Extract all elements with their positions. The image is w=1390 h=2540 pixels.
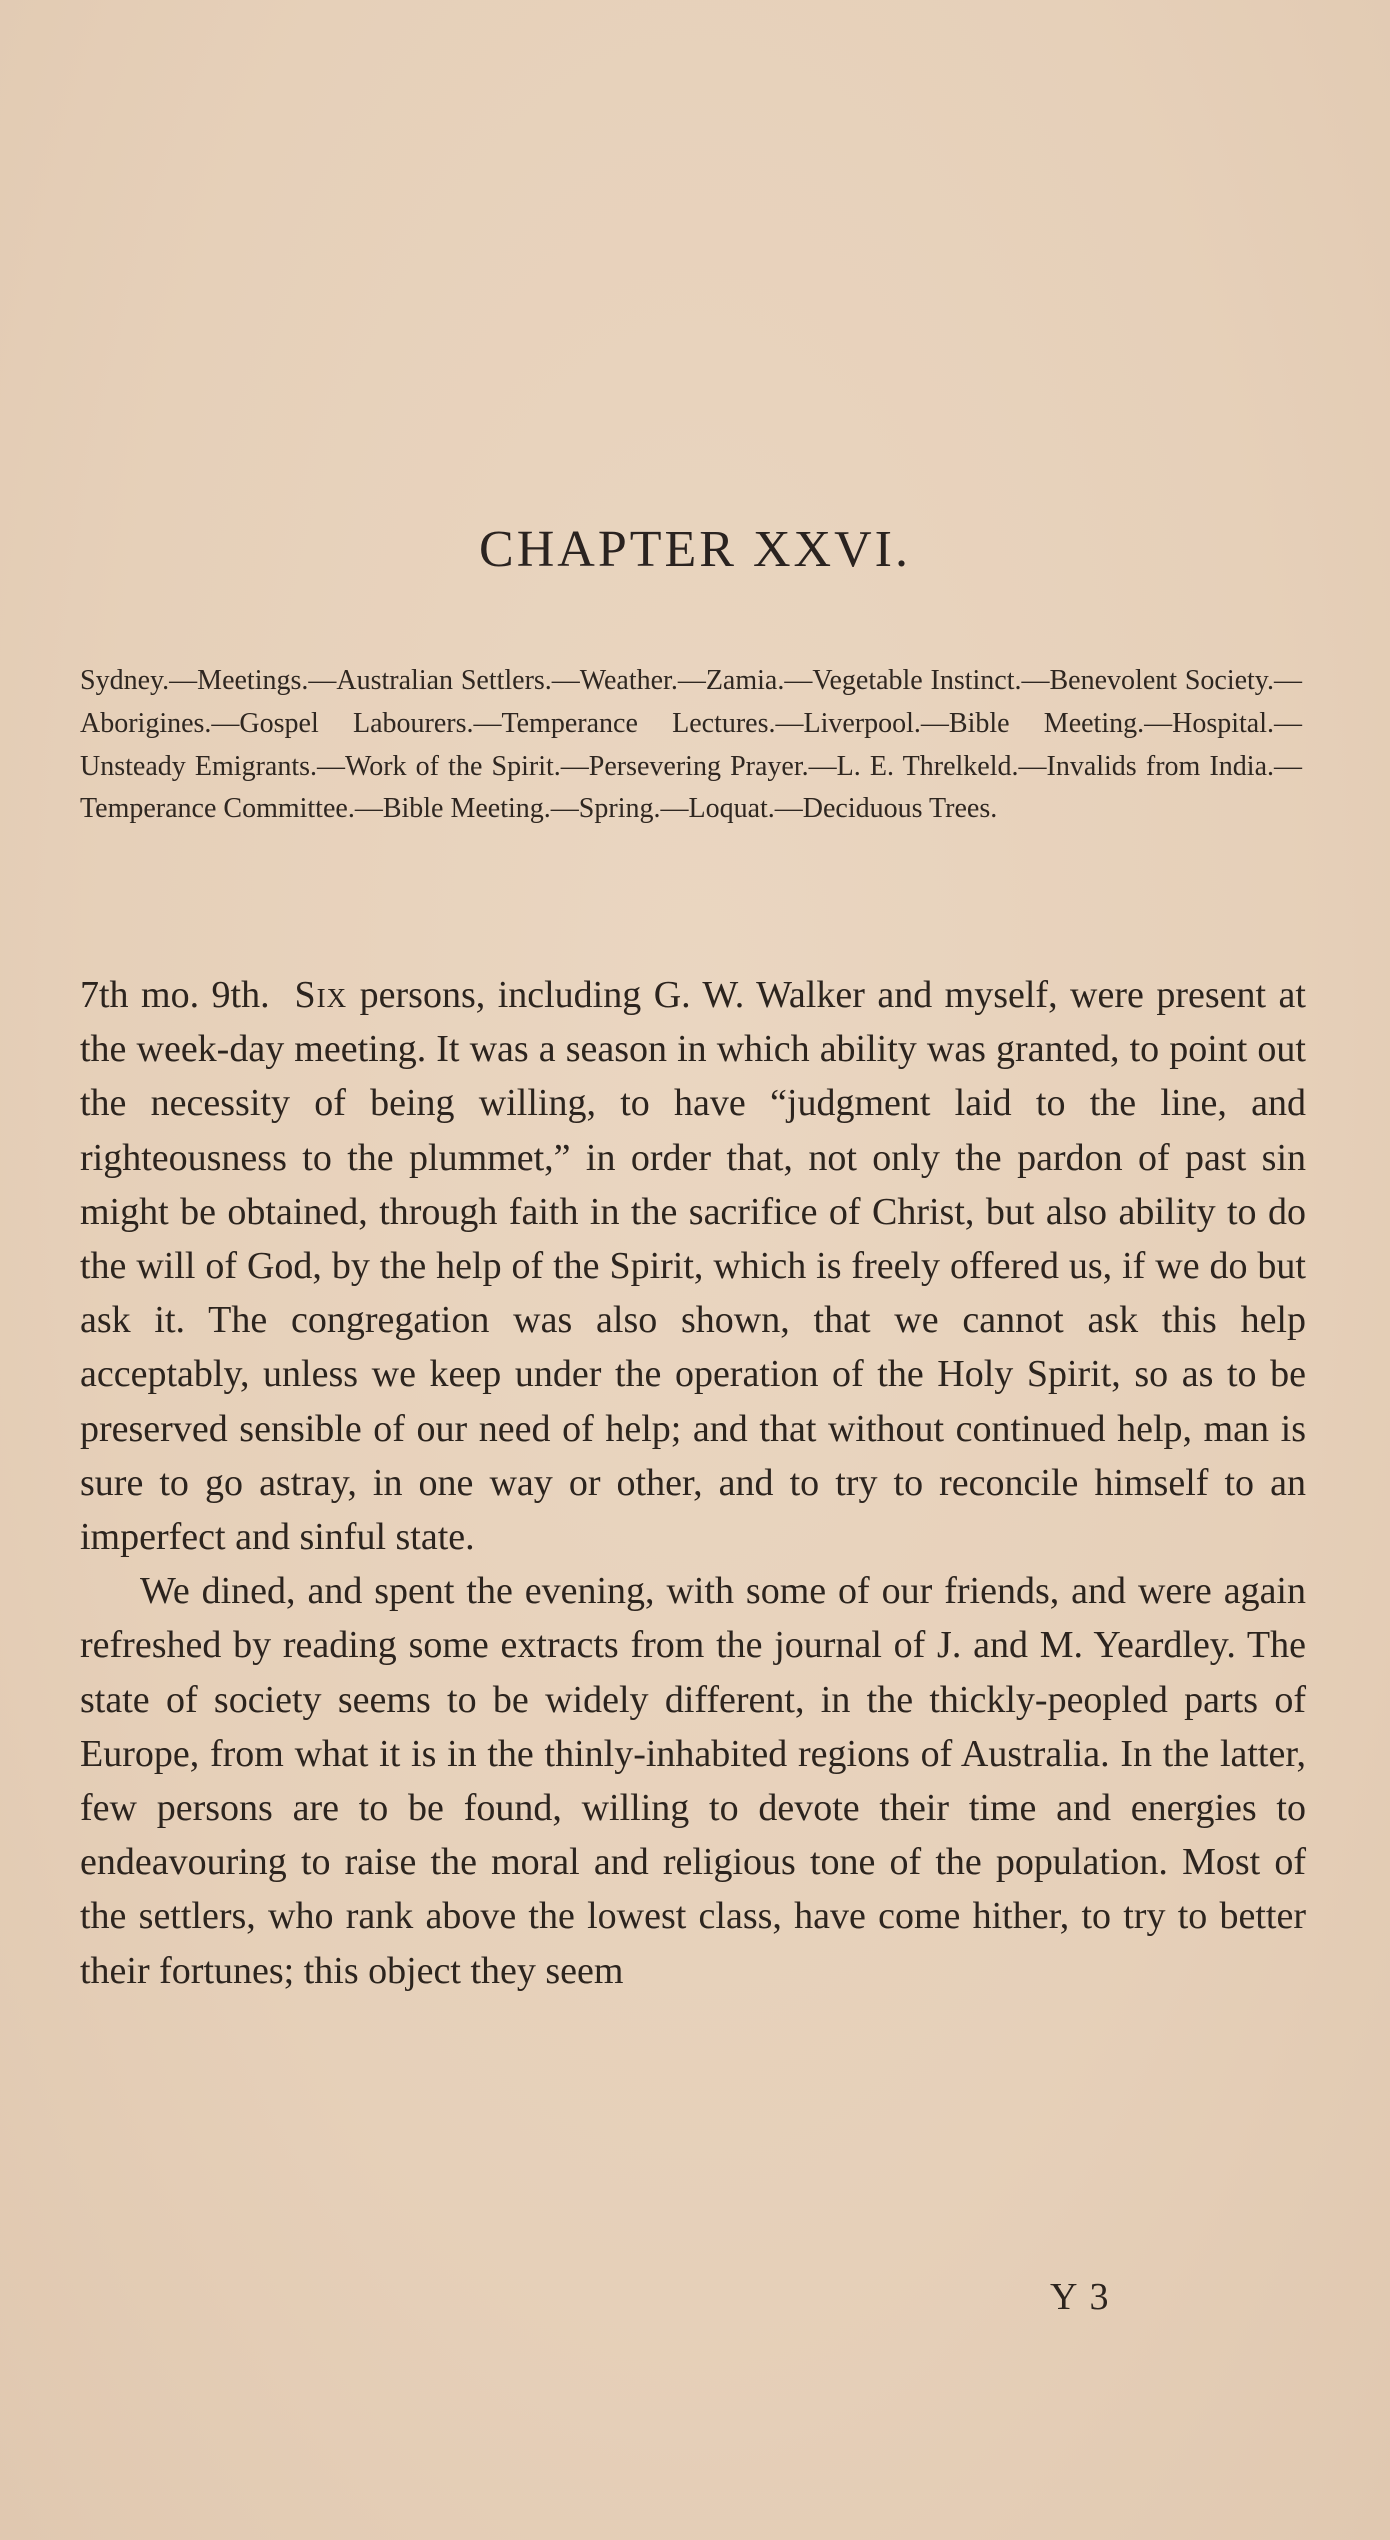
chapter-title: CHAPTER XXVI. — [479, 521, 911, 578]
body-text — [80, 968, 1306, 1998]
paragraph-1 — [80, 968, 1306, 1564]
signature-mark: Y 3 — [1050, 2276, 1111, 2318]
paragraph-lead-word: Six — [294, 974, 348, 1016]
chapter-summary: Sydney.—Meetings.—Australian Settlers.—Weather.—Zamia.—Vegetable Instinct.—Benevolent Society.—Aborigines.—Gospel Labourers.—Temperance Lectures.—Liverpool.—Bible Meeting.—Hospital.—Unsteady Emigrants.—Work of the Spirit.—Persevering Prayer.—L. E. Threlkeld.—Invalids from India.—Temperance Committee.—Bible Meeting.—Spring.—Loquat.—Deciduous Trees. — [80, 665, 1302, 825]
paragraph-1-text: persons, including G. W. Walker and myself, were present at the week-day meeting. It was a season in which ability was granted, to point out the necessity of being willing, to have “judgment laid to the line, and righteousness to the plummet,” in order that, not only the pardon of past sin might be obtained, through faith in the sacrifice of Christ, but also ability to do the will of God, by the help of the Spirit, which is freely offered us, if we do but ask it. The congregation was also shown, that we cannot ask this help acceptably, unless we keep under the operation of the Holy Spirit, so as to be preserved sensible of our need of help; and that without continued help, man is sure to go astray, in one way or other, and to try to reconcile himself to an imperfect and sinful state. — [80, 974, 1306, 1559]
paragraph-2: We dined, and spent the evening, with some of our friends, and were again refreshed by reading some extracts from the journal of J. and M. Yeardley. The state of society seems to be widely different, in the thickly-peopled parts of Europe, from what it is in the thinly-inhabited regions of Australia. In the latter, few persons are to be found, willing to devote their time and energies to endeavouring to raise the moral and religious tone of the population. Most of the settlers, who rank above the lowest class, have come hither, to try to better their fortunes; this object they seem — [80, 1570, 1306, 1992]
paragraph-date: 7th mo. 9th. — [80, 974, 270, 1016]
